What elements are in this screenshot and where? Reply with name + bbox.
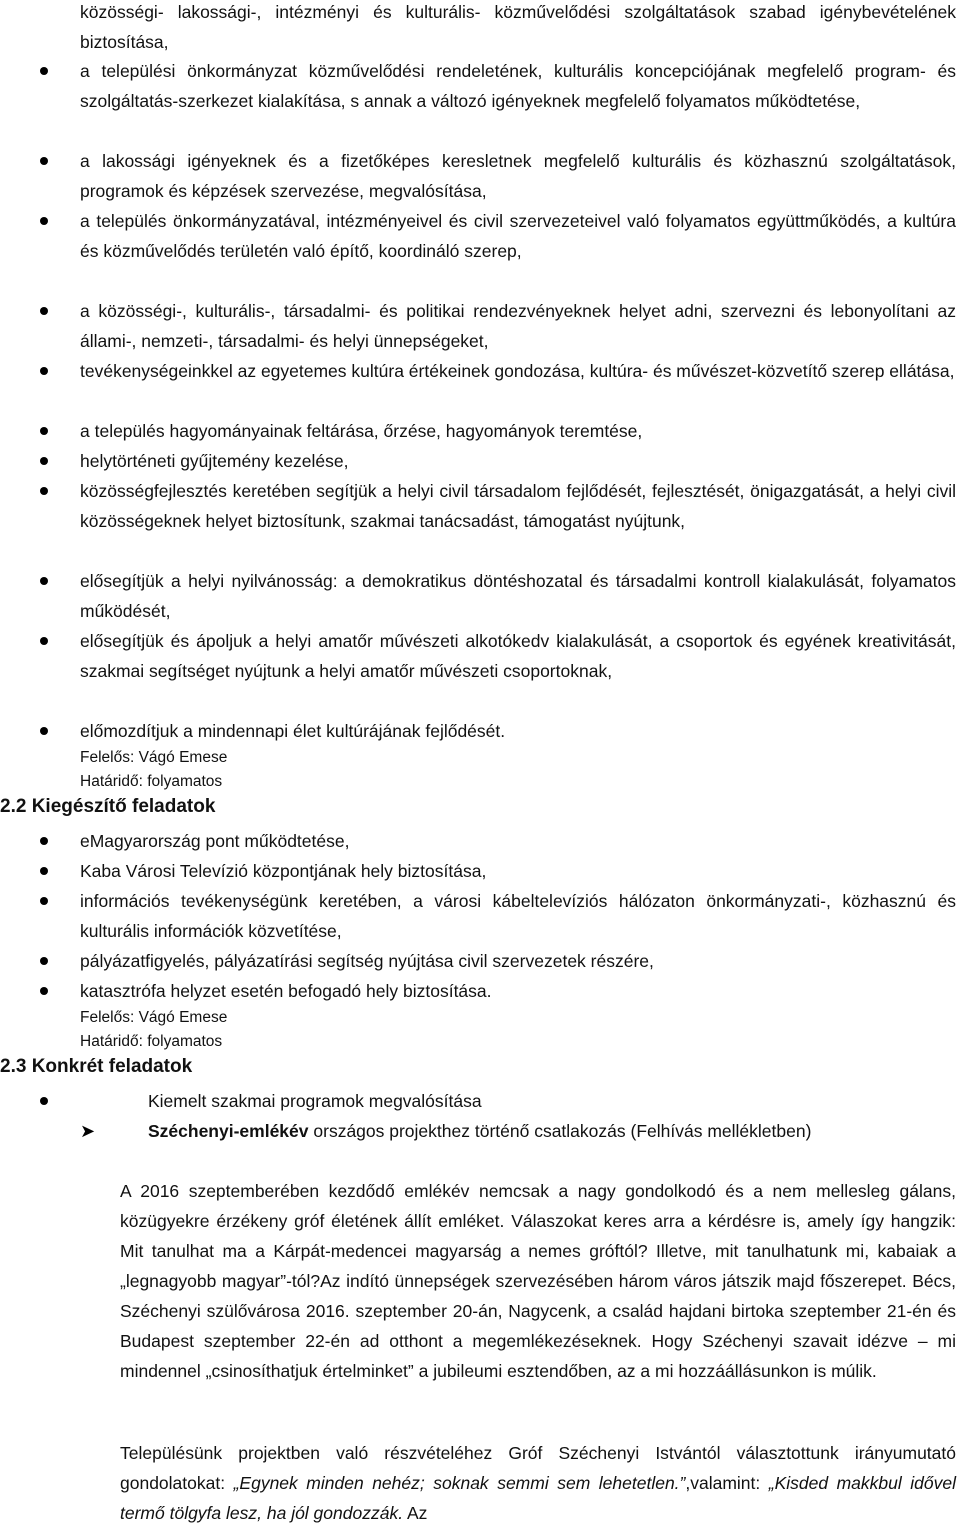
section-title: Kiegészítő feladatok (31, 796, 216, 817)
list-item (0, 1086, 956, 1116)
list-item (0, 826, 956, 856)
bullet-icon (40, 67, 48, 75)
list-item-text: a település önkormányzatával, intézményeivel és civil szervezeteivel való folyamatos együttműködés, a kultúra és közművelődés területén való építő, koordináló szerep, (80, 211, 956, 261)
list-item (0, 476, 956, 536)
list-item-text: a település hagyományainak feltárása, őrzése, hagyományok teremtése, (80, 421, 643, 441)
section-number: 2.3 (0, 1056, 27, 1077)
paragraph-text: ,valamint: (685, 1473, 769, 1493)
section-heading (0, 794, 900, 820)
szechenyi-paragraph-2 (120, 1438, 956, 1528)
list-item (0, 856, 956, 886)
list-item (0, 946, 956, 976)
list-item-text: Kiemelt szakmai programok megvalósítása (148, 1091, 482, 1111)
list-item (0, 416, 956, 446)
bullet-icon (40, 367, 48, 375)
list-item-text: a lakossági igényeknek és a fizetőképes keresletnek megfelelő kulturális és közhasznú szolgáltatások, programok és képzések szervezése, megvalósítása, (80, 151, 956, 201)
bullet-icon (40, 727, 48, 735)
bullet-icon (40, 217, 48, 225)
paragraph-text: Az (403, 1503, 428, 1523)
responsible-text: Felelős: Vágó Emese (80, 1009, 228, 1026)
paragraph-text: Településünk projektben való részvételéhez Gróf Széchenyi Istvántól választottunk irányumutató gondolatokat: (120, 1443, 956, 1493)
bullet-icon (40, 897, 48, 905)
deadline-text: Határidő: folyamatos (80, 773, 223, 790)
list-item (0, 206, 956, 266)
list-item (0, 446, 956, 476)
intro-paragraph (80, 0, 956, 57)
list-item-text: elősegítjük és ápoljuk a helyi amatőr művészeti alkotókedv kialakulását, a csoportok és egyének kreativitását, szakmai segítséget nyújtunk a helyi amatőr művészeti csoportoknak, (80, 631, 956, 681)
bullet-icon (40, 487, 48, 495)
list-item (0, 296, 956, 356)
list-item-text: katasztrófa helyzet esetén befogadó hely biztosítása. (80, 981, 492, 1001)
deadline-line (0, 770, 956, 794)
list-item-text: pályázatfigyelés, pályázatírási segítség nyújtása civil szervezetek részére, (80, 951, 654, 971)
sub-list-item (0, 1116, 956, 1146)
bullet-icon (40, 867, 48, 875)
list-item-text: helytörténeti gyűjtemény kezelése, (80, 451, 349, 471)
paragraph-text: A 2016 szeptemberében kezdődő emlékév nemcsak a nagy gondolkodó és a nem mellesleg gálans, közügyekre érzékeny gróf életének állít emléket. Válaszokat keres arra a kérdésre is, amely így hangzik: Mit tanulhat ma a Kárpát-medencei magyarság a nemes gróftól? Illetve, mit tanulhatunk mi, kabaiak a „legnagyobb magyar”-tól?Az indító ünnepségek szervezésében három város játszik majd főszerepet. Bécs, Széchenyi szülővárosa 2016. szeptember 20-án, Nagycenk, a család hajdani birtoka szeptember 21-én és Budapest szeptember 22-én ad otthont a megemlékezéseknek. Hogy Széchenyi szavait idézve – mi mindennel „csinosíthatjuk értelminket” a jubileumi esztendőben, az a mi hozzáállásunkon is múlik. (120, 1181, 956, 1381)
list-item (0, 626, 956, 686)
deadline-text: Határidő: folyamatos (80, 1033, 223, 1050)
list-item (0, 356, 956, 386)
list-item (0, 566, 956, 626)
bullet-icon (40, 987, 48, 995)
list-item-text: tevékenységeinkkel az egyetemes kultúra értékeinek gondozása, kultúra- és művészet-közvetítő szerep ellátása, (80, 361, 955, 381)
section-title: Konkrét feladatok (31, 1056, 193, 1077)
deadline-line (0, 1030, 956, 1054)
bullet-icon (40, 1097, 48, 1105)
list-item (0, 56, 956, 116)
quote-text: „Egynek minden nehéz; soknak semmi sem lehetetlen.” (233, 1473, 686, 1493)
list-item (0, 716, 956, 746)
list-item-text: a települési önkormányzat közművelődési rendeletének, kulturális koncepciójának megfelelő program- és szolgáltatás-szerkezet kialakítása, s annak a változó igényeknek megfelelő folyamatos működtetése, (80, 61, 956, 111)
bullet-icon (40, 427, 48, 435)
responsible-line (0, 1006, 956, 1030)
list-item-text: a közösségi-, kulturális-, társadalmi- és politikai rendezvényeknek helyet adni, szervezni és lebonyolítani az állami-, nemzeti-, társadalmi- és helyi ünnepségeket, (80, 301, 956, 351)
list-item (0, 146, 956, 206)
bullet-icon (40, 837, 48, 845)
list-item-text: eMagyarország pont működtetése, (80, 831, 350, 851)
list-item (0, 886, 956, 946)
list-item-text: előmozdítjuk a mindennapi élet kultúrájának fejlődését. (80, 721, 506, 741)
responsible-line (0, 746, 956, 770)
bullet-icon (40, 307, 48, 315)
arrow-bullet-icon: ➤ (80, 1121, 96, 1141)
quote-text: „Kisded makkbul idővel termő tölgyfa lesz, ha jól gondozzák. (120, 1473, 956, 1523)
szechenyi-paragraph-1 (120, 1176, 956, 1386)
bullet-icon (40, 637, 48, 645)
section-heading (0, 1054, 900, 1080)
bullet-icon (40, 957, 48, 965)
szechenyi-title-rest: országos projekthez történő csatlakozás (Felhívás mellékletben) (308, 1121, 812, 1141)
list-item (0, 976, 956, 1006)
list-item-text: elősegítjük a helyi nyilvánosság: a demokratikus döntéshozatal és társadalmi kontroll kialakulását, folyamatos működését, (80, 571, 956, 621)
bullet-icon (40, 457, 48, 465)
responsible-text: Felelős: Vágó Emese (80, 749, 228, 766)
section-number: 2.2 (0, 796, 27, 817)
bullet-icon (40, 577, 48, 585)
list-item-text: információs tevékenységünk keretében, a városi kábeltelevíziós hálózaton önkormányzati-, közhasznú és kulturális információk közvetítése, (80, 891, 956, 941)
list-item-text: közösségfejlesztés keretében segítjük a helyi civil társadalom fejlődését, fejlesztését, önigazgatását, a helyi civil közösségeknek helyet biztosítunk, szakmai tanácsadást, támogatást nyújtunk, (80, 481, 956, 531)
intro-text: közösségi- lakossági-, intézményi és kulturális- közművelődési szolgáltatások szabad igénybevételének biztosítása, (80, 2, 956, 52)
szechenyi-title: Széchenyi-emlékév (148, 1121, 309, 1141)
bullet-icon (40, 157, 48, 165)
list-item-text: Kaba Városi Televízió központjának hely biztosítása, (80, 861, 487, 881)
